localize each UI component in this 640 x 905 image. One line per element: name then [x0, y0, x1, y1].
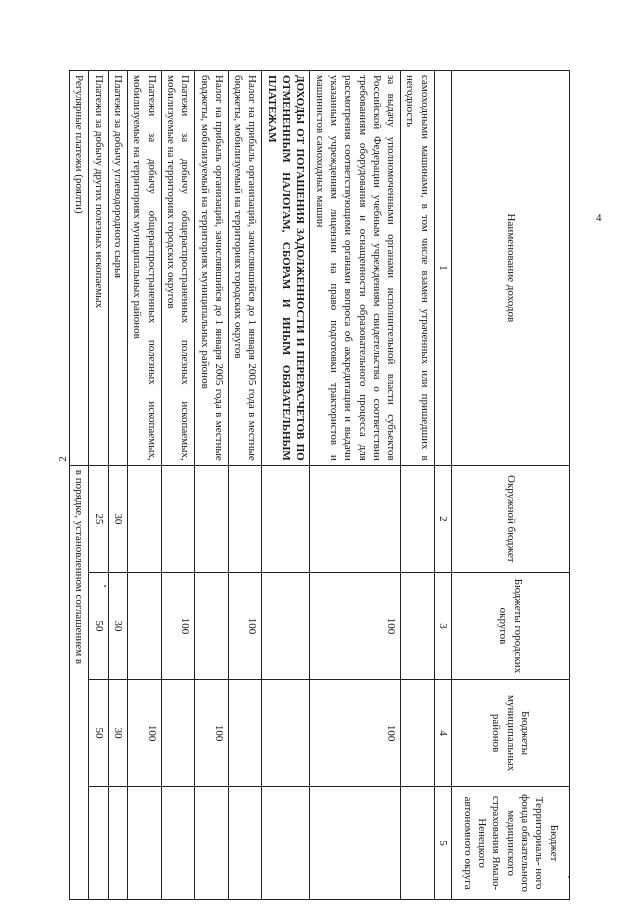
fund-value [401, 787, 435, 900]
fund-value [108, 787, 127, 900]
fund-value [89, 787, 108, 900]
header-name: Наименование доходов [452, 71, 570, 466]
okrug-value: 25 [89, 465, 108, 572]
okrug-value [128, 465, 162, 572]
table-row [128, 71, 162, 900]
column-index: 3 [434, 572, 451, 679]
okrug-value: 30 [108, 465, 127, 572]
fund-value [262, 787, 310, 900]
municipal-value [228, 680, 262, 787]
row-name: самоходными машинами, в том числе взамен утраченных или пришедших в негодность [401, 71, 435, 466]
fund-value [310, 787, 401, 900]
row-name: Платежи за добычу других полезных ископаемых [89, 71, 108, 466]
table-row [262, 71, 310, 900]
table-row [310, 71, 401, 900]
section-heading: ДОХОДЫ ОТ ПОГАШЕНИЯ ЗАДОЛЖЕННОСТИ И ПЕРЕРАСЧЕТОВ ПО ОТМЕНЕННЫМ НАЛОГАМ, СБОРАМ И ИНЫМ ОБЯЗАТЕЛЬНЫМ ПЛАТЕЖАМ [262, 71, 310, 466]
header-fund-budget: Бюджет Территориаль- ного фонда обязательного медицинского страхования Ямало-Ненецкого автономного округа [452, 787, 570, 900]
city-value: 100 [228, 572, 262, 679]
header-city-budgets: Бюджеты городских округов [452, 572, 570, 679]
okrug-value [228, 465, 262, 572]
fund-value [128, 787, 162, 900]
municipal-value: 100 [195, 680, 229, 787]
city-value: 50 [89, 572, 108, 679]
row-name: за выдачу уполномоченными органами исполнительной власти субъектов Российской Федерации учебным учреждениям свидетельства о соответствии требованиям оборудования и оснащенности образовательного процесса для рассмотрения соответствующими органами вопроса об аккредитации и выдачи указанным учреждениям лицензии на право подготовки трактористов и машинистов самоходных машин [310, 71, 401, 466]
municipal-value [401, 680, 435, 787]
fund-value [228, 787, 262, 900]
city-value [128, 572, 162, 679]
municipal-value [161, 680, 195, 787]
city-value [262, 572, 310, 679]
fund-value [161, 787, 195, 900]
okrug-value [262, 465, 310, 572]
table-header-row [452, 71, 570, 900]
municipal-value [262, 680, 310, 787]
column-index-row [434, 71, 451, 900]
municipal-value: 100 [128, 680, 162, 787]
column-index: 4 [434, 680, 451, 787]
city-value: 30 [108, 572, 127, 679]
city-value: 100 [161, 572, 195, 679]
table-row [89, 71, 108, 900]
okrug-value [161, 465, 195, 572]
okrug-value [401, 465, 435, 572]
table-row [401, 71, 435, 900]
city-value [195, 572, 229, 679]
row-note: в порядке, установленном соглашением в [70, 465, 89, 899]
revenue-distribution-table [69, 70, 570, 900]
row-name: Налог на прибыль организаций, зачислявшийся до 1 января 2005 года в местные бюджеты, мобилизуемый на территориях муниципальных районов [195, 71, 229, 466]
city-value: 100 [310, 572, 401, 679]
row-name: Регулярные платежи (роялти) [70, 71, 89, 466]
table-row [161, 71, 195, 900]
table-row [228, 71, 262, 900]
row-name: Платежи за добычу общераспространенных полезных ископаемых, мобилизуемые на территориях муниципальных районов [128, 71, 162, 466]
row-name: Платежи за добычу общераспространенных полезных ископаемых, мобилизуемые на территориях городских округов [161, 71, 195, 466]
rotated-table-container [73, 70, 570, 900]
okrug-value [195, 465, 229, 572]
column-index: 1 [434, 71, 451, 466]
table-row [70, 71, 89, 900]
page-number: 2 [56, 456, 69, 462]
column-index: 2 [434, 465, 451, 572]
column-index: 5 [434, 787, 451, 900]
municipal-value: 50 [89, 680, 108, 787]
city-value [401, 572, 435, 679]
fund-value [195, 787, 229, 900]
row-name: Платежи за добычу углеводородного сырья [108, 71, 127, 466]
row-name: Налог на прибыль организаций, зачислявшийся до 1 января 2005 года в местные бюджеты, мобилизуемый на территориях городских округов [228, 71, 262, 466]
municipal-value: 100 [310, 680, 401, 787]
scan-mark: 4 [596, 212, 602, 224]
header-okrug-budget: Окружной бюджет [452, 465, 570, 572]
header-municipal-budgets: Бюджеты муниципальных районов [452, 680, 570, 787]
okrug-value [310, 465, 401, 572]
municipal-value: 30 [108, 680, 127, 787]
table-row [195, 71, 229, 900]
table-row [108, 71, 127, 900]
